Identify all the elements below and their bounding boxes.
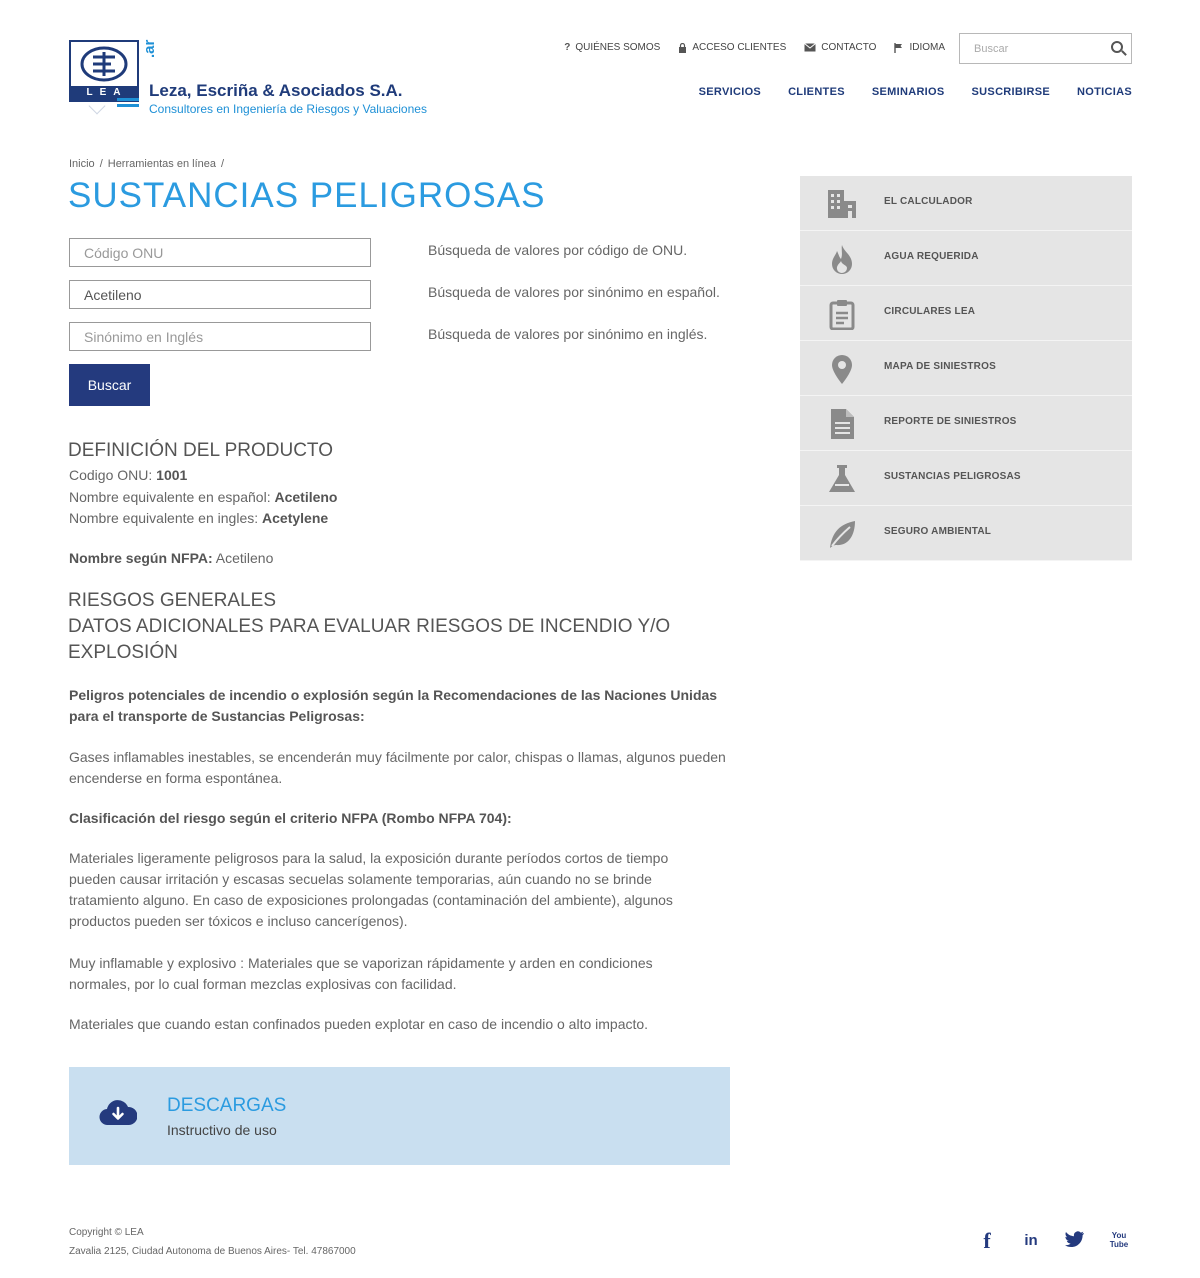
sidebar-item-seguro-ambiental[interactable]	[800, 506, 1132, 561]
facebook-icon[interactable]: f	[983, 1228, 991, 1253]
page-title: SUSTANCIAS PELIGROSAS	[68, 176, 546, 215]
topnav-label: IDIOMA	[909, 42, 945, 53]
spanish-name-value: Acetileno	[274, 489, 338, 505]
english-synonym-input[interactable]	[70, 323, 370, 350]
search-box	[959, 33, 1132, 64]
spanish-name-line: Nombre equivalente en español: Acetileno	[69, 489, 338, 505]
topnav-idioma[interactable]	[894, 42, 945, 53]
onu-code-input[interactable]	[70, 239, 370, 266]
reactivity-text: Materiales que cuando estan confinados pueden explotar en caso de incendio o alto impacto.	[69, 1016, 649, 1032]
nav-clientes[interactable]: CLIENTES	[788, 86, 845, 98]
sidebar-label: EL CALCULADOR	[884, 196, 973, 207]
nav-noticias[interactable]: NOTICIAS	[1077, 86, 1132, 98]
sidebar-label: SEGURO AMBIENTAL	[884, 526, 992, 537]
sidebar-label: REPORTE DE SINIESTROS	[884, 416, 1017, 427]
logo[interactable]	[69, 36, 449, 120]
youtube-icon[interactable]: You Tube	[1109, 1231, 1129, 1249]
company-tagline: Consultores en Ingeniería de Riesgos y Valuaciones	[149, 102, 427, 116]
breadcrumb: Inicio / Herramientas en línea /	[69, 158, 225, 170]
english-hint: Búsqueda de valores por sinónimo en inglés.	[428, 326, 708, 342]
sidebar-item-sustancias-peligrosas[interactable]	[800, 451, 1132, 506]
flame-icon	[826, 243, 858, 275]
sidebar-item-circulares-lea[interactable]	[800, 286, 1132, 341]
downloads-title: DESCARGAS	[167, 1095, 287, 1116]
sidebar-item-agua-requerida[interactable]	[800, 231, 1132, 286]
nfpa-classification-label: Clasificación del riesgo según el criterio NFPA (Rombo NFPA 704):	[69, 810, 512, 826]
onu-code-line: Codigo ONU: 1001	[69, 467, 188, 483]
spanish-synonym-input[interactable]	[70, 281, 370, 308]
search-icon[interactable]	[1111, 41, 1123, 53]
top-nav	[564, 42, 945, 53]
topnav-contacto[interactable]	[804, 42, 876, 53]
building-icon	[826, 188, 858, 220]
nav-seminarios[interactable]: SEMINARIOS	[871, 86, 945, 98]
main-nav	[699, 86, 1132, 98]
un-hazard-text: Gases inflamables inestables, se encenderán muy fácilmente por calor, chispas o llamas, algunos pueden encenderse en forma espontánea.	[69, 749, 726, 786]
topnav-label: CONTACTO	[821, 42, 877, 53]
lock-icon	[678, 43, 687, 53]
topnav-quienes-somos[interactable]	[564, 42, 660, 53]
map-pin-icon	[826, 353, 858, 385]
flammability-text: Muy inflamable y explosivo : Materiales que se vaporizan rápidamente y arden en condiciones normales, por lo cual forman mezclas explosivas con facilidad.	[69, 955, 653, 992]
sidebar-item-reporte-de-siniestros[interactable]	[800, 396, 1132, 451]
flask-icon	[826, 463, 858, 495]
sidebar-item-el-calculador[interactable]	[800, 176, 1132, 231]
search-input[interactable]	[960, 34, 1090, 63]
nav-suscribirse[interactable]: SUSCRIBIRSE	[971, 86, 1051, 98]
company-name: Leza, Escriña & Asociados S.A.	[149, 81, 403, 100]
search-button[interactable]: Buscar	[69, 364, 150, 406]
sidebar-label: AGUA REQUERIDA	[884, 251, 979, 262]
topnav-acceso-clientes[interactable]	[678, 42, 786, 53]
onu-hint: Búsqueda de valores por código de ONU.	[428, 242, 688, 258]
un-hazard-label: Peligros potenciales de incendio o explosión según la Recomendaciones de las Naciones Unidas para el transporte de Sustancias Peligrosas:	[69, 687, 718, 724]
sidebar-label: SUSTANCIAS PELIGROSAS	[884, 471, 1021, 482]
linkedin-icon[interactable]: in	[1024, 1232, 1038, 1249]
social-links	[976, 1230, 1130, 1252]
sidebar-label: MAPA DE SINIESTROS	[884, 361, 996, 372]
risks-heading: RIESGOS GENERALES	[68, 590, 277, 611]
english-name-line: Nombre equivalente en ingles: Acetylene	[69, 510, 329, 526]
topnav-label: QUIÉNES SOMOS	[575, 42, 661, 53]
logo-stripes	[117, 98, 139, 110]
leaf-icon	[826, 518, 858, 550]
english-name-value: Acetylene	[262, 510, 329, 526]
question-icon: ?	[564, 42, 571, 53]
spanish-synonym-field	[69, 280, 371, 309]
downloads-instructivo-link[interactable]: Instructivo de uso	[167, 1122, 277, 1138]
footer-copyright: Copyright © LEA	[69, 1227, 144, 1238]
health-hazard-text: Materiales ligeramente peligrosos para la salud, la exposición durante períodos cortos de tiempo pueden causar irritación y escasas secuelas solamente temporarias, aún cuando no se brinde tratamiento alguno. En caso de exposiciones prolongadas (contaminación del ambiente), algunos productos pueden ser tóxicos e incluso cancerígenos).	[69, 850, 673, 929]
tools-sidebar	[800, 176, 1132, 561]
topnav-label: ACCESO CLIENTES	[692, 42, 787, 53]
clipboard-icon	[826, 298, 858, 330]
nav-servicios[interactable]: SERVICIOS	[698, 86, 762, 98]
logo-emblem-icon	[71, 42, 137, 86]
breadcrumb-inicio[interactable]: Inicio	[69, 158, 95, 170]
breadcrumb-herramientas[interactable]: Herramientas en línea	[107, 158, 216, 170]
spanish-hint: Búsqueda de valores por sinónimo en español.	[428, 284, 720, 300]
sidebar-label: CIRCULARES LEA	[884, 306, 976, 317]
nfpa-name-value: Acetileno	[212, 550, 274, 566]
downloads-panel[interactable]	[69, 1067, 730, 1165]
onu-code-value: 1001	[156, 467, 188, 483]
logo-band: LEA	[71, 86, 137, 100]
document-icon	[826, 408, 858, 440]
footer-address: Zavalia 2125, Ciudad Autonoma de Buenos Aires- Tel. 47867000	[69, 1246, 356, 1257]
nfpa-name-line: Nombre según NFPA: Acetileno	[69, 550, 274, 566]
sidebar-item-mapa-de-siniestros[interactable]	[800, 341, 1132, 396]
additional-data-heading: DATOS ADICIONALES PARA EVALUAR RIESGOS DE INCENDIO Y/O EXPLOSIÓN	[68, 616, 671, 663]
twitter-bird-icon	[1065, 1230, 1085, 1248]
definition-heading: DEFINICIÓN DEL PRODUCTO	[68, 440, 333, 461]
flag-icon	[894, 43, 904, 53]
logo-mark	[69, 40, 139, 102]
onu-field	[69, 238, 371, 267]
envelope-icon	[804, 43, 816, 52]
twitter-icon[interactable]	[1064, 1230, 1086, 1252]
logo-tld: .ar	[141, 39, 158, 58]
english-synonym-field	[69, 322, 371, 351]
cloud-download-icon	[99, 1099, 137, 1127]
